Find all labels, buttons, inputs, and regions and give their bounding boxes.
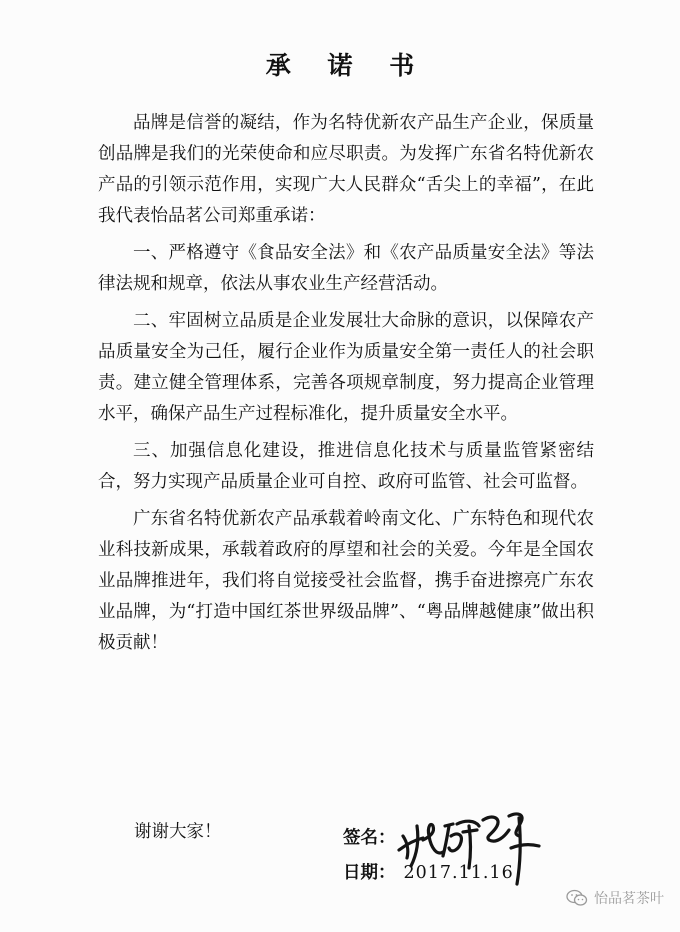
- closing-thanks: 谢谢大家！: [134, 822, 222, 842]
- paragraph-intro: 品牌是信誉的凝结，作为名特优新农产品生产企业，保质量创品牌是我们的光荣使命和应尽职责。为发挥广东省名特优新农产品的引领示范作用，实现广大人民群众“舌尖上的幸福”，在此我代表怡品茗公司郑重承诺：: [98, 113, 594, 226]
- date-value: 2017.11.16: [403, 863, 514, 883]
- document-title: 承 诺 书: [265, 51, 429, 80]
- watermark-text: 怡品茗茶叶: [594, 891, 664, 907]
- document-body: [98, 108, 594, 659]
- date-line: [343, 859, 514, 884]
- signature-label: 签名：: [343, 828, 396, 848]
- wechat-icon: [566, 889, 588, 907]
- paragraph-conclusion: 广东省名特优新农产品承载着岭南文化、广东特色和现代农业科技新成果，承载着政府的厚望和社会的关爱。今年是全国农业品牌推进年，我们将自觉接受社会监督，携手奋进擦亮广东农业品牌，为“打造中国红茶世界级品牌”、“粤品牌越健康”做出积极贡献！: [98, 509, 594, 653]
- paragraph-pledge-2: 二、牢固树立品质是企业发展壮大命脉的意识，以保障农产品质量安全为己任，履行企业作为质量安全第一责任人的社会职责。建立健全管理体系，完善各项规章制度，努力提高企业管理水平，确保产品生产过程标准化，提升质量安全水平。: [98, 311, 594, 424]
- paragraph-pledge-3: 三、加强信息化建设，推进信息化技术与质量监管紧密结合，努力实现产品质量企业可自控、政府可监管、社会可监督。: [98, 441, 594, 492]
- paragraph-pledge-1: 一、严格遵守《食品安全法》和《农产品质量安全法》等法律法规和规章，依法从事农业生产经营活动。: [98, 243, 594, 294]
- watermark: [566, 888, 664, 908]
- date-label: 日期：: [343, 863, 396, 883]
